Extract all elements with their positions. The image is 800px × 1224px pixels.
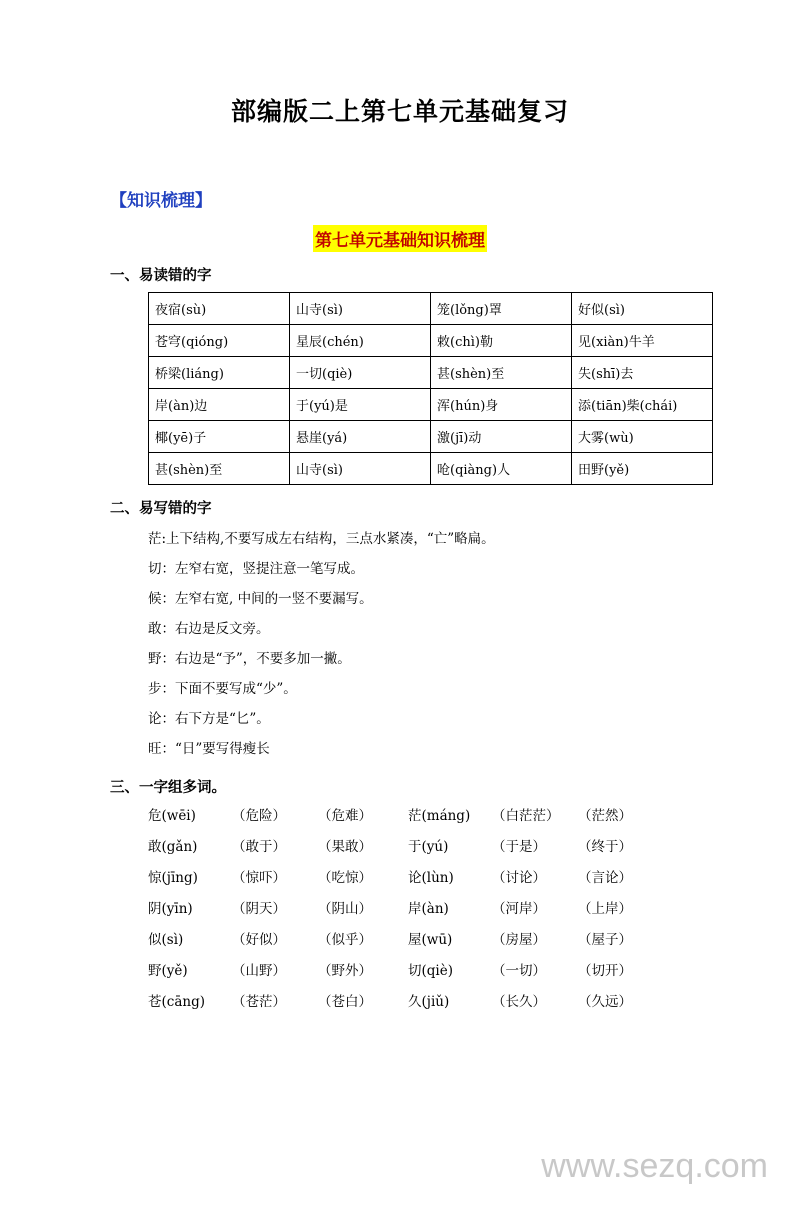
note-line: 候：左窄右宽, 中间的一竖不要漏写。 [148, 591, 373, 607]
word-group-character: 切(qiè) [408, 963, 453, 979]
table-cell: 失(shī)去 [572, 357, 713, 389]
note-line: 旺：“日”要写得瘦长 [148, 741, 270, 757]
word-group-item: （屋子） [578, 932, 632, 948]
table-cell: 呛(qiàng)人 [431, 453, 572, 485]
word-group-item: （阴山） [318, 901, 372, 917]
table-cell: 星辰(chén) [290, 325, 431, 357]
word-group-item: （危难） [318, 808, 372, 824]
word-group-column [148, 987, 408, 1018]
word-group-item: （苍白） [318, 994, 372, 1010]
word-group-character: 惊(jīng) [148, 870, 198, 886]
word-group-item: （阴天） [232, 901, 286, 917]
highlighted-subtitle: 第七单元基础知识梳理 [313, 225, 487, 252]
word-group-character: 论(lùn) [408, 870, 454, 886]
word-group-column [148, 801, 408, 832]
note-line: 野：右边是“予”，不要多加一撇。 [148, 651, 351, 667]
word-group-item: （于是） [492, 839, 546, 855]
table-row [149, 389, 713, 421]
note-line: 论：右下方是“匕”。 [148, 711, 270, 727]
table-cell: 见(xiàn)牛羊 [572, 325, 713, 357]
heading-miswritten-characters: 二、易写错的字 [110, 500, 212, 517]
heading-word-groups: 三、一字组多词。 [110, 779, 226, 796]
subtitle-container [0, 225, 800, 252]
word-group-row [148, 863, 668, 894]
table-cell: 于(yú)是 [290, 389, 431, 421]
watermark: www.sezq.com [541, 1147, 768, 1185]
word-group-character: 似(sì) [148, 932, 184, 948]
table-row [149, 325, 713, 357]
word-group-character: 茫(máng) [408, 808, 471, 824]
table-cell: 夜宿(sù) [149, 293, 290, 325]
word-group-item: （切开） [578, 963, 632, 979]
document-page [0, 92, 800, 1224]
table-cell: 激(jī)动 [431, 421, 572, 453]
word-group-item: （房屋） [492, 932, 546, 948]
word-group-item: （吃惊） [318, 870, 372, 886]
word-group-item: （茫然） [578, 808, 632, 824]
word-group-row [148, 987, 668, 1018]
word-group-column [148, 956, 408, 987]
word-group-character: 危(wēi) [148, 808, 196, 824]
table-cell: 好似(sì) [572, 293, 713, 325]
word-group-row [148, 832, 668, 863]
note-line: 切：左窄右宽，竖提注意一笔写成。 [148, 561, 364, 577]
word-group-item: （山野） [232, 963, 286, 979]
word-group-item: （敢于） [232, 839, 286, 855]
table-cell: 椰(yē)子 [149, 421, 290, 453]
word-group-column [148, 925, 408, 956]
word-group-column [408, 956, 668, 987]
word-group-item: （好似） [232, 932, 286, 948]
word-group-column [408, 987, 668, 1018]
table-cell: 山寺(sì) [290, 453, 431, 485]
section-tag-knowledge-review: 【知识梳理】 [110, 191, 212, 211]
table-cell: 大雾(wù) [572, 421, 713, 453]
note-line: 敢：右边是反文旁。 [148, 621, 270, 637]
word-group-item: （果敢） [318, 839, 372, 855]
miswritten-notes-list [0, 524, 800, 764]
word-group-item: （野外） [318, 963, 372, 979]
table-cell: 岸(àn)边 [149, 389, 290, 421]
word-group-column [408, 894, 668, 925]
word-group-row [148, 894, 668, 925]
word-group-column [148, 863, 408, 894]
table-row [149, 357, 713, 389]
heading-misread-characters: 一、易读错的字 [110, 267, 212, 284]
table-cell: 桥梁(liáng) [149, 357, 290, 389]
word-group-item: （河岸） [492, 901, 546, 917]
word-group-column [408, 832, 668, 863]
word-group-item: （言论） [578, 870, 632, 886]
note-line: 步：下面不要写成“少”。 [148, 681, 297, 697]
table-cell: 苍穹(qióng) [149, 325, 290, 357]
note-line: 茫:上下结构,不要写成左右结构，三点水紧凑，“亡”略扁。 [148, 531, 495, 547]
word-group-item: （白茫茫） [492, 808, 560, 824]
word-group-row [148, 925, 668, 956]
table-cell: 甚(shèn)至 [149, 453, 290, 485]
word-group-character: 苍(cāng) [148, 994, 205, 1010]
word-group-character: 敢(gǎn) [148, 839, 198, 855]
word-group-character: 阴(yīn) [148, 901, 193, 917]
word-group-row [148, 956, 668, 987]
word-groups-list [148, 801, 668, 1018]
word-group-item: （苍茫） [232, 994, 286, 1010]
word-group-item: （上岸） [578, 901, 632, 917]
word-group-column [148, 832, 408, 863]
word-group-column [408, 801, 668, 832]
table-cell: 山寺(sì) [290, 293, 431, 325]
table-cell: 浑(hún)身 [431, 389, 572, 421]
word-group-item: （久远） [578, 994, 632, 1010]
table-cell: 添(tiān)柴(chái) [572, 389, 713, 421]
word-group-item: （危险） [232, 808, 286, 824]
word-group-column [408, 925, 668, 956]
word-group-character: 于(yú) [408, 839, 449, 855]
word-group-column [408, 863, 668, 894]
misread-characters-table [148, 292, 713, 485]
table-row [149, 293, 713, 325]
word-group-item: （终于） [578, 839, 632, 855]
word-group-column [148, 894, 408, 925]
word-group-item: （一切） [492, 963, 546, 979]
word-group-character: 屋(wū) [408, 932, 453, 948]
word-group-item: （长久） [492, 994, 546, 1010]
word-group-character: 岸(àn) [408, 901, 449, 917]
table-row [149, 421, 713, 453]
word-group-character: 久(jiǔ) [408, 994, 450, 1010]
table-cell: 笼(lǒng)罩 [431, 293, 572, 325]
table-cell: 敕(chì)勒 [431, 325, 572, 357]
table-cell: 田野(yě) [572, 453, 713, 485]
word-group-item: （惊吓） [232, 870, 286, 886]
word-group-character: 野(yě) [148, 963, 188, 979]
word-group-item: （似乎） [318, 932, 372, 948]
word-group-row [148, 801, 668, 832]
page-title: 部编版二上第七单元基础复习 [230, 97, 569, 126]
table-cell: 一切(qiè) [290, 357, 431, 389]
word-group-item: （讨论） [492, 870, 546, 886]
table-cell: 悬崖(yá) [290, 421, 431, 453]
table-row [149, 453, 713, 485]
table-cell: 甚(shèn)至 [431, 357, 572, 389]
